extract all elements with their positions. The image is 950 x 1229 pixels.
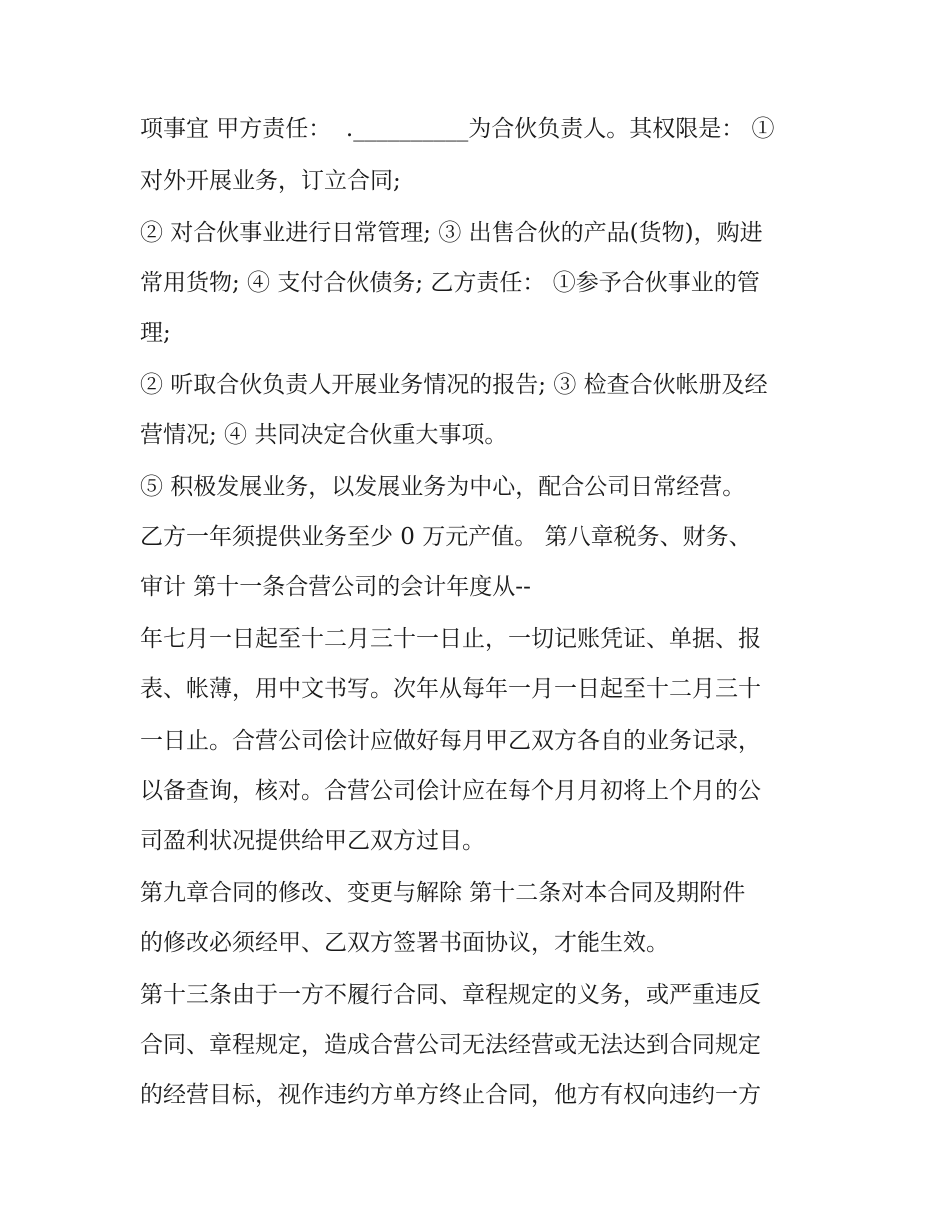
text-line: ② 对合伙事业进行日常管理; ③ 出售合伙的产品(货物)，购进 [140,220,763,246]
text-line: 理; [140,320,171,346]
text-line: 合同、章程规定，造成合营公司无法经营或无法达到合同规定 [140,1032,761,1058]
text-line: 营情况; ④ 共同决定合伙重大事项。 [140,422,508,448]
text-line: 司盈利状况提供给甲乙双方过目。 [140,828,485,854]
text-line: 对外开展业务，订立合同; [140,168,401,194]
text-line: 第九章合同的修改、变更与解除 第十二条对本合同及期附件 [140,880,746,906]
text-line: 表、帐薄，用中文书写。次年从每年一月一日起至十二月三十 [140,676,761,702]
text-line: 一日止。合营公司侩计应做好每月甲乙双方各自的业务记录， [140,728,761,754]
text-line: 年七月一日起至十二月三十一日止，一切记账凭证、单据、报 [140,626,761,652]
text-line: ⑤ 积极发展业务，以发展业务为中心，配合公司日常经营。 [140,474,746,500]
text-line: 常用货物; ④ 支付合伙债务; 乙方责任： ①参予合伙事业的管 [140,270,760,296]
text-line: ② 听取合伙负责人开展业务情况的报告; ③ 检查合伙帐册及经 [140,372,768,398]
text-line: 乙方一年须提供业务至少 0 万元产值。 第八章税务、财务、 [140,524,752,550]
text-line: 第十三条由于一方不履行合同、章程规定的义务，或严重违反 [140,982,761,1008]
text-line: 的经营目标，视作违约方单方终止合同，他方有权向违约一方 [140,1082,761,1108]
text-line: 审计 第十一条合营公司的会计年度从-- [140,574,531,600]
text-line: 项事宜 甲方责任： .__________为合伙负责人。其权限是： ① [140,116,775,142]
text-line: 以备查询，核对。合营公司侩计应在每个月月初将上个月的公 [140,778,761,804]
text-line: 的修改必须经甲、乙双方签署书面协议，才能生效。 [140,930,669,956]
